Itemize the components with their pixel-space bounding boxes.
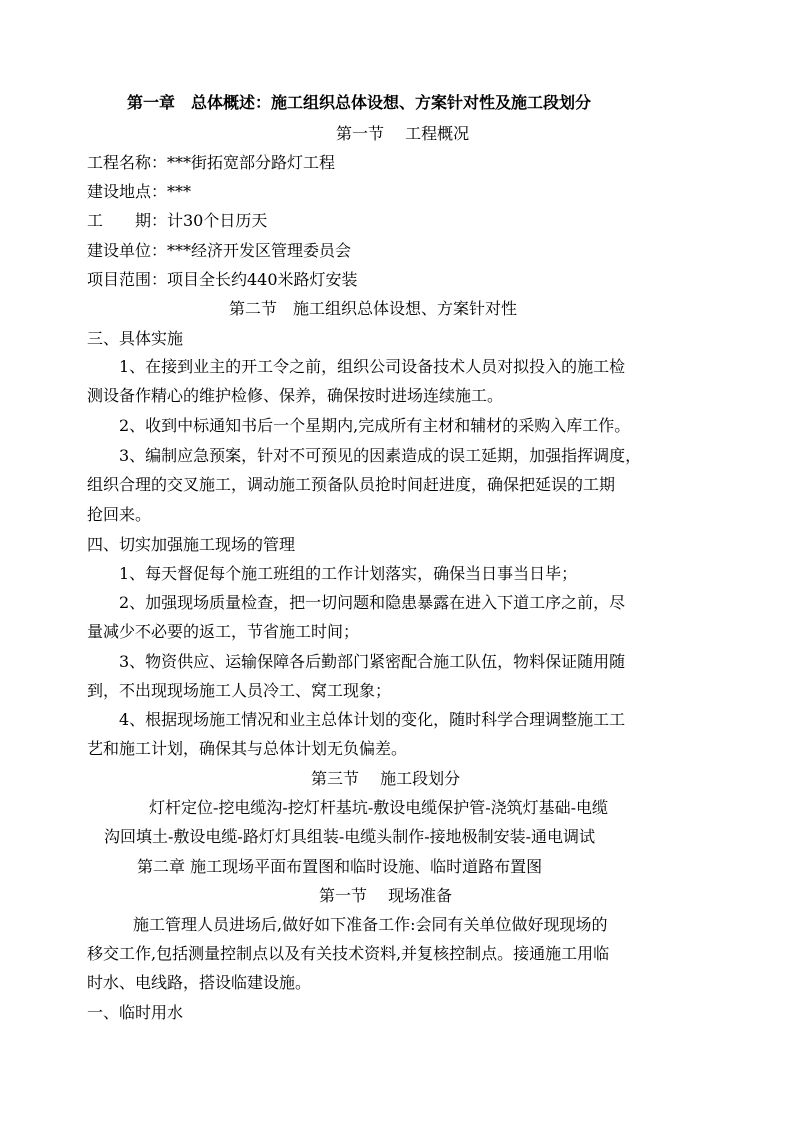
part-4-item-2: 2、加强现场质量检查，把一切问题和隐患暴露在进入下道工序之前，尽 (119, 593, 626, 612)
part-3-item-3: 组织合理的交叉施工，调动施工预备队员抢时间赶进度，确保把延误的工期 (87, 475, 616, 494)
section-2-title: 第二节 施工组织总体设想、方案针对性 (229, 299, 518, 318)
construction-sequence: 沟回填土-敷设电缆-路灯灯具组装-电缆头制作-接地极制安装-通电调试 (104, 827, 596, 846)
chapter-2-title: 第二章 施工现场平面布置图和临时设施、临时道路布置图 (137, 857, 543, 876)
project-name-line: 工程名称：***街拓宽部分路灯工程 (87, 153, 336, 172)
temporary-water-heading: 一、临时用水 (87, 1003, 184, 1022)
part-3-item-1: 1、在接到业主的开工令之前，组织公司设备技术人员对拟投入的施工检 (119, 357, 626, 376)
part-4-heading: 四、切实加强施工现场的管理 (87, 535, 296, 554)
site-preparation-paragraph: 施工管理人员进场后,做好如下准备工作:会同有关单位做好现现场的 (133, 915, 608, 934)
chapter-1-title: 第一章 总体概述：施工组织总体设想、方案针对性及施工段划分 (127, 93, 592, 112)
section-3-title: 第三节 施工段划分 (311, 769, 461, 788)
location-line: 建设地点：*** (87, 182, 192, 201)
part-3-item-2: 2、收到中标通知书后一个星期内,完成所有主材和辅材的采购入库工作。 (119, 416, 631, 435)
construction-sequence: 灯杆定位-挖电缆沟-挖灯杆基坑-敷设电缆保护管-浇筑灯基础-电缆 (149, 798, 609, 817)
part-4-item-2: 量减少不必要的返工，节省施工时间； (87, 622, 360, 641)
part-4-item-4: 4、根据现场施工情况和业主总体计划的变化，随时科学合理调整施工工 (119, 710, 626, 729)
part-4-item-1: 1、每天督促每个施工班组的工作计划落实，确保当日事当日毕； (119, 564, 578, 583)
site-preparation-paragraph: 时水、电线路，搭设临建设施。 (87, 973, 312, 992)
part-3-item-3: 抢回来。 (87, 505, 152, 524)
section-1-title: 第一节 工程概况 (336, 124, 470, 143)
part-3-item-1: 测设备作精心的维护检修、保养，确保按时进场连续施工。 (87, 386, 504, 405)
part-4-item-3: 3、物资供应、运输保障各后勤部门紧密配合施工队伍，物料保证随用随 (119, 652, 626, 671)
part-3-item-3: 3、编制应急预案，针对不可预见的因素造成的误工延期，加强指挥调度， (119, 446, 642, 465)
client-line: 建设单位：***经济开发区管理委员会 (87, 241, 352, 260)
part-4-item-4: 艺和施工计划，确保其与总体计划无负偏差。 (87, 739, 408, 758)
site-preparation-paragraph: 移交工作,包括测量控制点以及有关技术资料,并复核控制点。接通施工用临 (87, 944, 610, 963)
scope-line: 项目范围：项目全长约440米路灯安装 (87, 270, 358, 289)
duration-line: 工 期：计30个日历天 (87, 211, 268, 230)
chapter-2-section-1-title: 第一节 现场准备 (319, 886, 453, 905)
part-4-item-3: 到，不出现现场施工人员冷工、窝工现象； (87, 681, 392, 700)
part-3-heading: 三、具体实施 (87, 329, 184, 348)
